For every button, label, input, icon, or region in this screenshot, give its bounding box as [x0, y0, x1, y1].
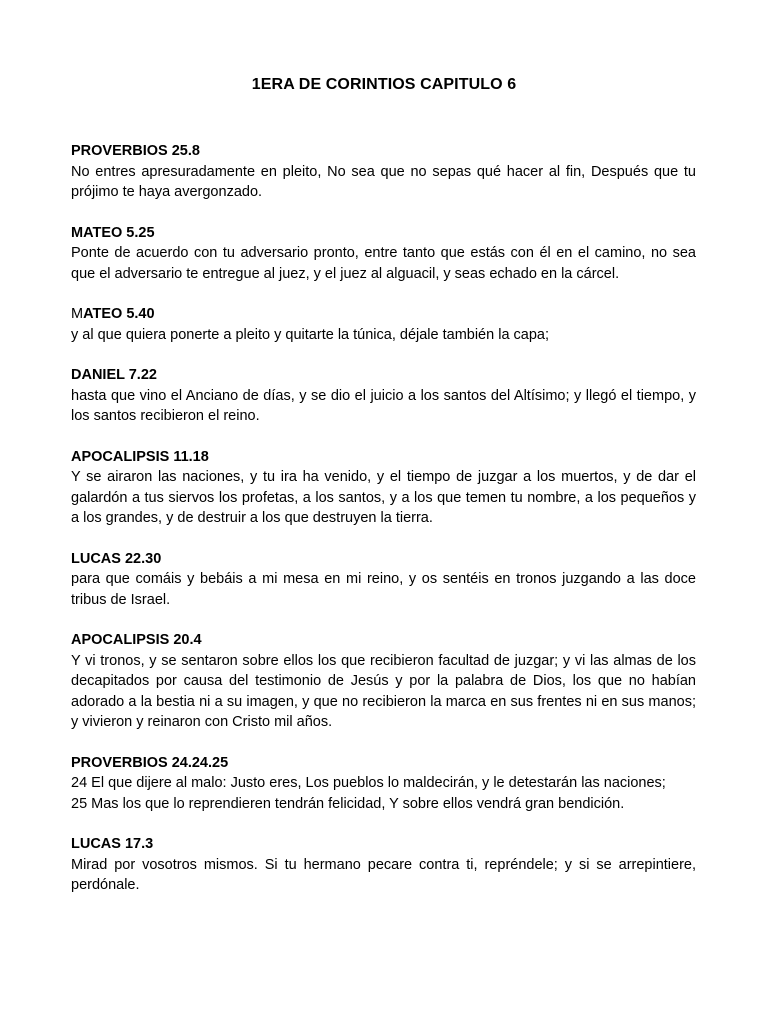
section-mateo-5-40 — [71, 304, 696, 345]
section-reference: PROVERBIOS 24.24.25 — [71, 754, 229, 771]
section-reference: APOCALIPSIS 20.4 — [71, 632, 202, 648]
section-text: Ponte de acuerdo con tu adversario pronto, entre tanto que estás con él en el camino, no sea que el adversario te entregue al juez, y el juez al alguacil, y seas echado en la cárcel. — [71, 245, 696, 282]
section-text: Y vi tronos, y se sentaron sobre ellos los que recibieron facultad de juzgar; y vi las almas de los decapitados por causa del testimonio de Jesús y por la palabra de Dios, los que no habían adorado a la bestia ni a su imagen, y que no recibieron la marca en sus frentes ni en sus manos; y vivieron y reinaron con Cristo mil años. — [71, 652, 696, 730]
section-text: para que comáis y bebáis a mi mesa en mi reino, y os sentéis en tronos juzgando a las doce tribus de Israel. — [71, 571, 696, 608]
section-text-line: 25 Mas los que lo reprendieren tendrán felicidad, Y sobre ellos vendrá gran bendición. — [71, 795, 625, 812]
section-lucas-17-3 — [71, 834, 696, 896]
section-reference: LUCAS 22.30 — [71, 550, 162, 567]
section-apocalipsis-11-18 — [71, 447, 696, 529]
section-proverbios-25-8 — [71, 141, 696, 203]
section-proverbios-24-24-25 — [71, 753, 696, 815]
section-text-line: 24 El que dijere al malo: Justo eres, Los pueblos lo maldecirán, y le detestarán las naciones; — [71, 775, 666, 791]
section-daniel-7-22 — [71, 365, 696, 427]
document-title: 1ERA DE CORINTIOS CAPITULO 6 — [251, 76, 517, 93]
section-lucas-22-30 — [71, 549, 696, 611]
section-text: Y se airaron las naciones, y tu ira ha venido, y el tiempo de juzgar a los muertos, y de dar el galardón a tus siervos los profetas, a los santos, y a los que temen tu nombre, a los pequeños y a los grandes, y de destruir a los que destruyen la tierra. — [71, 469, 696, 526]
section-reference — [71, 304, 696, 325]
section-reference: APOCALIPSIS 11.18 — [71, 448, 209, 465]
section-reference-initial: M — [71, 306, 84, 322]
section-text: Mirad por vosotros mismos. Si tu hermano pecare contra ti, repréndele; y si se arrepintiere, perdónale. — [71, 856, 696, 893]
section-apocalipsis-20-4 — [71, 630, 696, 733]
section-reference: PROVERBIOS 25.8 — [71, 143, 200, 159]
section-reference: DANIEL 7.22 — [71, 367, 157, 383]
section-reference: LUCAS 17.3 — [71, 836, 154, 852]
section-reference: MATEO 5.25 — [71, 224, 155, 241]
document-body — [71, 141, 696, 916]
section-reference-rest: ATEO 5.40 — [83, 306, 155, 322]
section-mateo-5-25 — [71, 223, 696, 285]
section-text: No entres apresuradamente en pleito, No sea que no sepas qué hacer al fin, Después que tu prójimo te haya avergonzado. — [71, 163, 696, 200]
section-text: y al que quiera ponerte a pleito y quitarte la túnica, déjale también la capa; — [71, 326, 550, 343]
section-text: hasta que vino el Anciano de días, y se dio el juicio a los santos del Altísimo; y llegó el tiempo, y los santos recibieron el reino. — [71, 387, 696, 424]
